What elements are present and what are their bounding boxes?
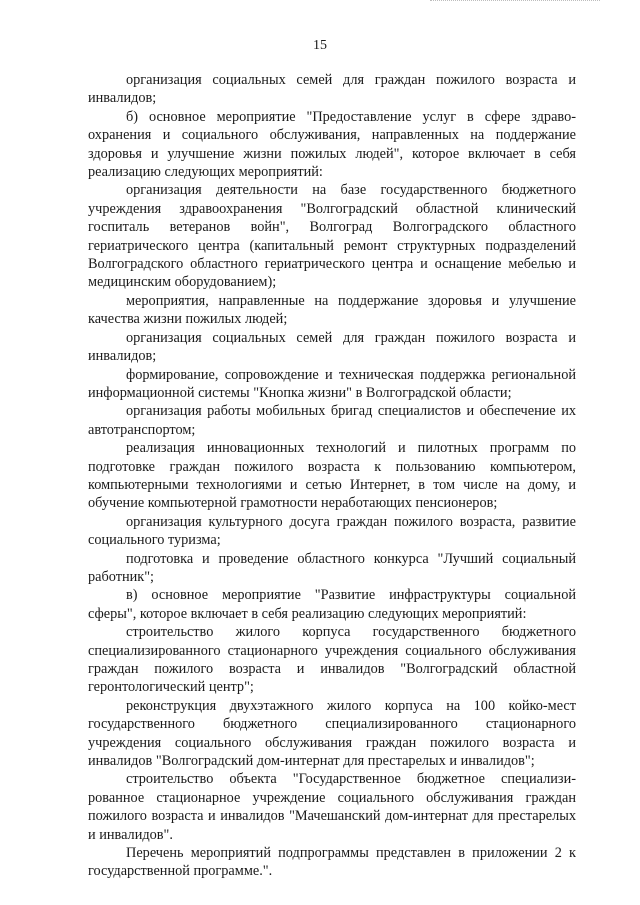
scan-edge-mark [430, 0, 600, 5]
page-number: 15 [313, 38, 327, 53]
paragraph-computer-training: реализация инновационных технологий и пилотных программ по подготовке граждан пожилого возраста к пользованию компьютером, компьютерными технологиями и сетью Интернет, в том числе на дому, и обучение компьютерной грамотности неработающих пенсионеров; [88, 440, 576, 512]
paragraph-cultural-leisure: организация культурного досуга граждан пожилого возраста, развитие социального туризма; [88, 513, 576, 549]
paragraph-social-families-2: организация социальных семей для граждан пожилого возраста и инвалидов; [88, 329, 576, 365]
paragraph-geriatric-center: организация деятельности на базе государственного бюджетного учреждения здравоохранения "Волгоградский областной клинический госпиталь ветеранов войн", Волгоград Волгоградского областного гериатрического центра (капитальный ремонт структурных подразделений Волгоградского областного гериатрического центра и оснащение мебелью и медицинским оборудованием); [88, 182, 576, 291]
paragraph-social-families-1: организация социальных семей для граждан пожилого возраста и инвалидов; [88, 72, 576, 107]
paragraph-reconstruction: реконструкция двухэтажного жилого корпуса на 100 койко-мест государственного бюджетного специализированного стационарного учреждения социального обслуживания граждан пожилого возраста и инвалидов "Волгоградский дом-интернат для престарелых и инвалидов"; [88, 697, 576, 770]
paragraph-mobile-brigades: организация работы мобильных бригад специалистов и обеспечение их автотранспортом; [88, 403, 576, 438]
document-body [88, 71, 576, 881]
paragraph-main-activity-b: б) основное мероприятие "Предоставление услуг в сфере здраво-охранения и социального обслуживания, направленных на поддержание здоровья и улучшение жизни пожилых людей", которое включает в себя реализацию следующих мероприятий: [88, 108, 576, 181]
paragraph-gerontological-center: строительство жилого корпуса государственного бюджетного специализированного стационарного учреждения социального обслуживания граждан пожилого возраста и инвалидов "Волгоградский областной геронтологический центр"; [88, 624, 576, 696]
paragraph-life-button-system: формирование, сопровождение и техническая поддержка региональной информационной системы "Кнопка жизни" в Волгоградской области; [88, 366, 576, 401]
paragraph-appendix-reference: Перечень мероприятий подпрограммы представлен в приложении 2 к государственной программе.". [88, 845, 576, 880]
paragraph-main-activity-v: в) основное мероприятие "Развитие инфраструктуры социальной сферы", которое включает в себя реализацию следующих мероприятий: [88, 587, 576, 622]
paragraph-health-quality: мероприятия, направленные на поддержание здоровья и улучшение качества жизни пожилых людей; [88, 292, 576, 328]
paragraph-contest: подготовка и проведение областного конкурса "Лучший социальный работник"; [88, 550, 576, 585]
paragraph-macheshansky: строительство объекта "Государственное бюджетное специализи-рованное стационарное учреждение социального обслуживания граждан пожилого возраста и инвалидов "Мачешанский дом-интернат для престарелых и инвалидов". [88, 771, 576, 843]
